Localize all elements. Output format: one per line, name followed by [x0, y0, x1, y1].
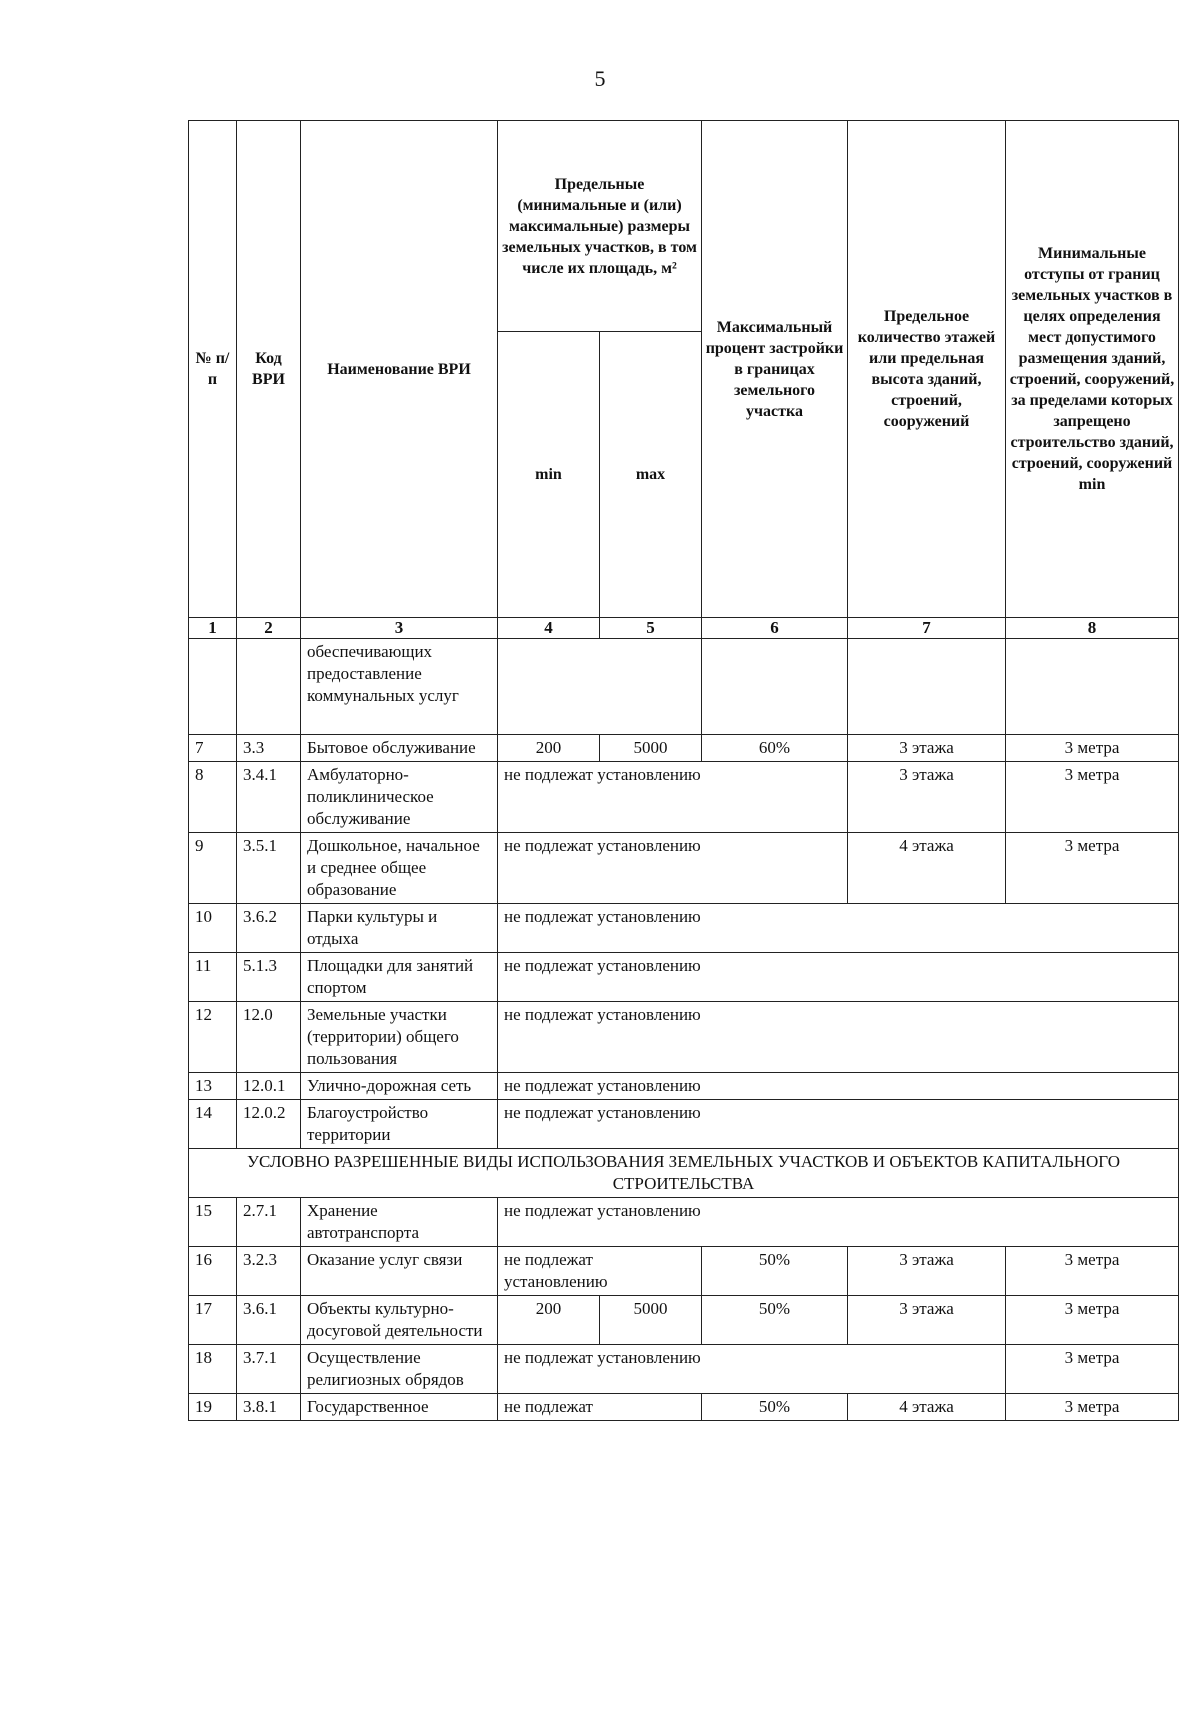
section-heading: УСЛОВНО РАЗРЕШЕННЫЕ ВИДЫ ИСПОЛЬЗОВАНИЯ ЗЕМЕЛЬНЫХ УЧАСТКОВ И ОБЪЕКТОВ КАПИТАЛЬНОГО СТРОИТЕЛЬСТВА: [189, 1149, 1179, 1198]
row-floors: 3 этажа: [848, 762, 1006, 833]
section-row: [189, 1149, 1179, 1198]
table-row: [189, 735, 1179, 762]
row-min: 200: [498, 1296, 600, 1345]
column-number: 5: [600, 618, 702, 639]
header-percent: Максимальный процент застройки в границах земельного участка: [702, 121, 848, 618]
row-note: не подлежат установлению: [498, 1002, 1179, 1073]
table-row: [189, 833, 1179, 904]
table-row: [189, 1198, 1179, 1247]
table-row: [189, 1100, 1179, 1149]
row-name: Земельные участки (территории) общего пользования: [301, 1002, 498, 1073]
row-note: не подлежат установлению: [498, 1345, 1006, 1394]
row-code: 3.8.1: [237, 1394, 301, 1421]
row-num: 7: [189, 735, 237, 762]
row-note: не подлежат установлению: [498, 953, 1179, 1002]
row-name: Парки культуры и отдыха: [301, 904, 498, 953]
row-name: Площадки для занятий спортом: [301, 953, 498, 1002]
row-note: не подлежат установлению: [498, 904, 1179, 953]
row-num: 14: [189, 1100, 237, 1149]
row-num: 10: [189, 904, 237, 953]
row-name: Государственное: [301, 1394, 498, 1421]
row-note: не подлежат установлению: [498, 762, 848, 833]
header-code: Код ВРИ: [237, 121, 301, 618]
row-code: 3.4.1: [237, 762, 301, 833]
row-percent: 60%: [702, 735, 848, 762]
land-use-table: [188, 120, 1179, 1421]
row-floors: 4 этажа: [848, 833, 1006, 904]
row-percent: 50%: [702, 1394, 848, 1421]
row-setback: 3 метра: [1006, 833, 1179, 904]
header-min: min: [498, 332, 600, 618]
row-code: 2.7.1: [237, 1198, 301, 1247]
row-percent: 50%: [702, 1247, 848, 1296]
row-num: 16: [189, 1247, 237, 1296]
row-setback: 3 метра: [1006, 1345, 1179, 1394]
row-code: 3.6.1: [237, 1296, 301, 1345]
row-name: обеспечивающих предоставление коммунальных услуг: [301, 639, 498, 735]
row-code: 3.2.3: [237, 1247, 301, 1296]
row-note: не подлежат: [498, 1394, 702, 1421]
row-floors: 3 этажа: [848, 1296, 1006, 1345]
row-floors: 3 этажа: [848, 1247, 1006, 1296]
row-code: 12.0: [237, 1002, 301, 1073]
header-num: № п/ п: [189, 121, 237, 618]
table-row: [189, 1247, 1179, 1296]
column-number: 6: [702, 618, 848, 639]
table-row: [189, 1394, 1179, 1421]
row-name: Осуществление религиозных обрядов: [301, 1345, 498, 1394]
row-code: 3.6.2: [237, 904, 301, 953]
row-name: Улично-дорожная сеть: [301, 1073, 498, 1100]
row-code: 3.3: [237, 735, 301, 762]
header-max: max: [600, 332, 702, 618]
row-code: 5.1.3: [237, 953, 301, 1002]
table-row: [189, 639, 1179, 735]
row-num: 8: [189, 762, 237, 833]
column-number: 7: [848, 618, 1006, 639]
row-note: не подлежат установлению: [498, 1247, 702, 1296]
header-sizes: Предельные (минимальные и (или) максимальные) размеры земельных участков, в том числе их площадь, м²: [498, 121, 702, 332]
row-setback: 3 метра: [1006, 1247, 1179, 1296]
row-setback: 3 метра: [1006, 735, 1179, 762]
table-row: [189, 1296, 1179, 1345]
header-name: Наименование ВРИ: [301, 121, 498, 618]
row-name: Дошкольное, начальное и среднее общее образование: [301, 833, 498, 904]
header-setbacks: Минимальные отступы от границ земельных участков в целях определения мест допустимого размещения зданий, строений, сооружений, за пределами которых запрещено строительство зданий, строений, сооружений min: [1006, 121, 1179, 618]
row-max: 5000: [600, 735, 702, 762]
column-number: 2: [237, 618, 301, 639]
table-row: [189, 953, 1179, 1002]
row-code: 12.0.1: [237, 1073, 301, 1100]
table-row: [189, 762, 1179, 833]
column-number: 3: [301, 618, 498, 639]
row-name: Хранение автотранспорта: [301, 1198, 498, 1247]
row-num: 18: [189, 1345, 237, 1394]
row-setback: 3 метра: [1006, 1296, 1179, 1345]
row-setback: 3 метра: [1006, 1394, 1179, 1421]
row-num: 19: [189, 1394, 237, 1421]
row-code: 12.0.2: [237, 1100, 301, 1149]
row-num: 11: [189, 953, 237, 1002]
column-number-row: [189, 618, 1179, 639]
row-name: Амбулаторно-поликлиническое обслуживание: [301, 762, 498, 833]
row-note: не подлежат установлению: [498, 1100, 1179, 1149]
row-code: 3.7.1: [237, 1345, 301, 1394]
row-name: Благоустройство территории: [301, 1100, 498, 1149]
row-name: Объекты культурно-досуговой деятельности: [301, 1296, 498, 1345]
row-num: 12: [189, 1002, 237, 1073]
row-code: 3.5.1: [237, 833, 301, 904]
row-num: 13: [189, 1073, 237, 1100]
page-number: 5: [594, 66, 606, 91]
row-note: не подлежат установлению: [498, 833, 848, 904]
row-num: 17: [189, 1296, 237, 1345]
column-number: 8: [1006, 618, 1179, 639]
row-percent: 50%: [702, 1296, 848, 1345]
row-name: Бытовое обслуживание: [301, 735, 498, 762]
table-row: [189, 904, 1179, 953]
row-min: 200: [498, 735, 600, 762]
row-setback: 3 метра: [1006, 762, 1179, 833]
row-note: не подлежат установлению: [498, 1198, 1179, 1247]
table-row: [189, 1345, 1179, 1394]
row-num: 9: [189, 833, 237, 904]
row-floors: 3 этажа: [848, 735, 1006, 762]
row-name: Оказание услуг связи: [301, 1247, 498, 1296]
column-number: 4: [498, 618, 600, 639]
row-max: 5000: [600, 1296, 702, 1345]
row-note: не подлежат установлению: [498, 1073, 1179, 1100]
header-floors: Предельное количество этажей или предельная высота зданий, строений, сооружений: [848, 121, 1006, 618]
row-num: 15: [189, 1198, 237, 1247]
table-row: [189, 1073, 1179, 1100]
column-number: 1: [189, 618, 237, 639]
table-row: [189, 1002, 1179, 1073]
row-floors: 4 этажа: [848, 1394, 1006, 1421]
